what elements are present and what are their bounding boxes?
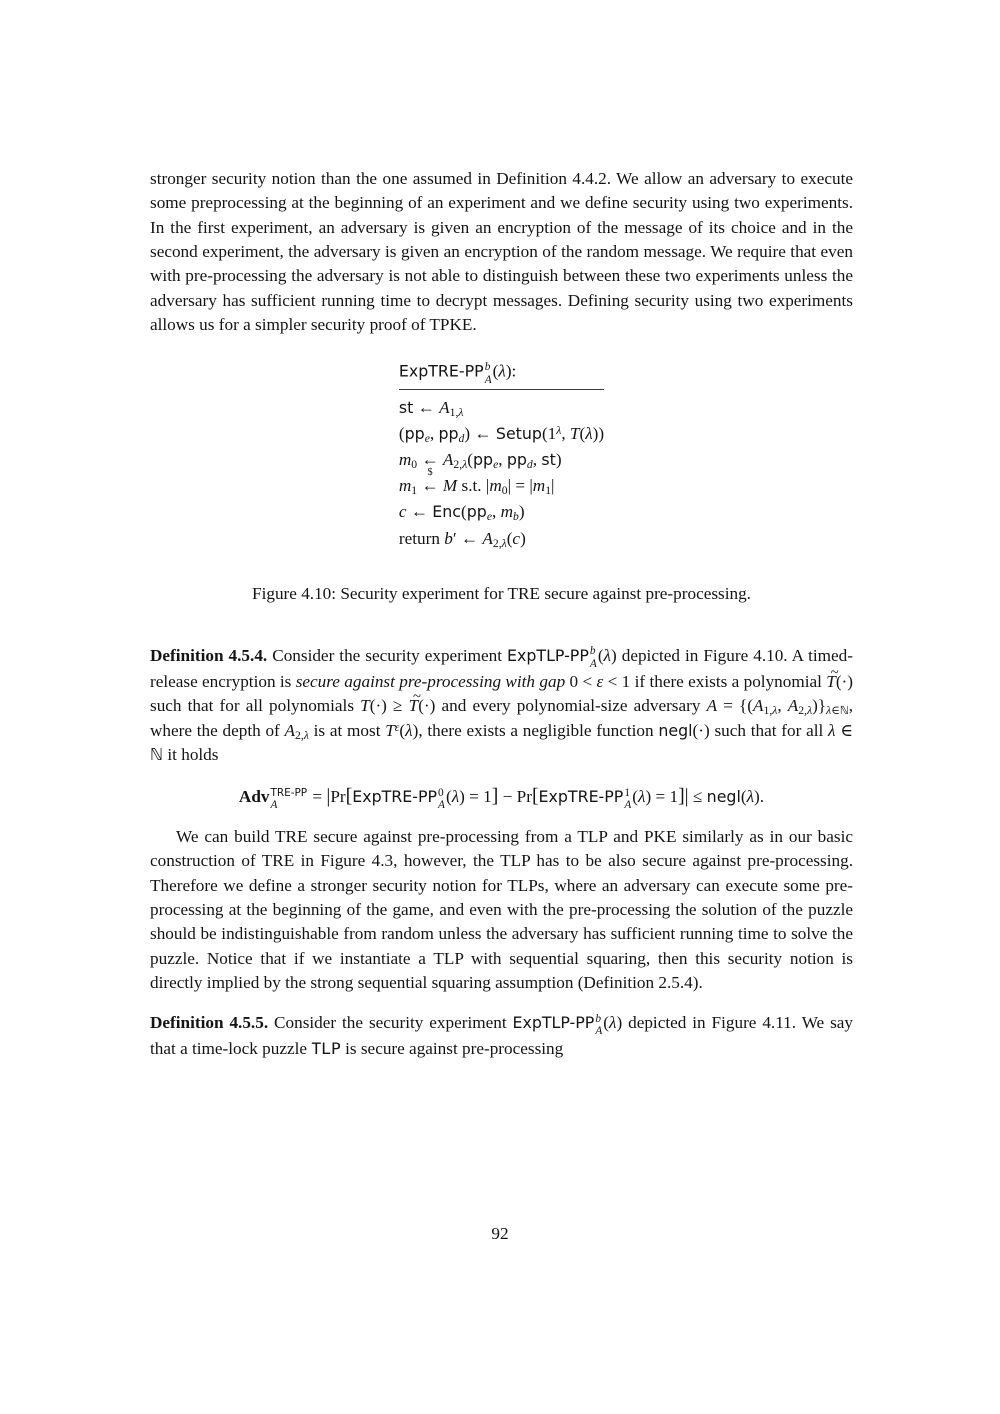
page-number: 92 <box>491 1224 509 1243</box>
definition-4-5-5: Definition 4.5.5. Consider the security experiment ExpTLP-PP b A (λ) depicted in Figure 4.11. We say that a time-lock puzzle TLP is secure against pre-processing <box>150 1012 853 1059</box>
algorithm-line: $m_0$ ← $A_{2,\lambda}(pp_e$, $pp_d$, st) <box>398 450 562 472</box>
paragraph-intro: stronger security notion than the one assumed in Definition 4.4.2. We allow an adversary to execute some preprocessing at the beginning of an experiment and we define security using two experiments. In the first experiment, an adversary is given an encryption of the message of its choice and in the second experiment, the adversary is given an encryption of the random message. We require that even with pre-processing the adversary is not able to distinguish between these two experiments unless the adversary has sufficient running time to decrypt messages. Defining security using two experiments allows us for a simpler security proof of TPKE. <box>150 169 853 334</box>
definition-4-5-4: Definition 4.5.4. Consider the security experiment ExpTLP-PP b A (λ) depicted in Figure 4.10. A timed-release encryption is secure against pre-processing with gap 0 < ε < 1 if there exists a polynomial T ~(·) such that for all polynomials T(·) ≥ T ~(·) and every polynomial-size adversary $A = \{(A_{1,\lambda}$, $A_{2,\lambda})\}_{\lambda\in ℕ}$, where the depth of $A_{2,\lambda}$ is at most $T^\varepsilon(\lambda)$, there exists a negligible function negl(·) such that for all λ ∈ ℕ it holds <box>150 644 853 767</box>
algorithm-line: ($pp_e$, $pp_d$) ← $Setup(1^\lambda$, T(λ)) <box>398 423 605 445</box>
paragraph-tre-from-tlp: We can build TRE secure against pre-processing from a TLP and PKE similarly as in our basic construction of TRE in Figure 4.3, however, the TLP has to be also secure against pre-processing. Therefore we define a stronger security notion for TLPs, where an adversary can execute some pre-processing at the beginning of the game, and even with the pre-processing the solution of the puzzle should be indistinguishable from random unless the adversary has sufficient running time to solve the puzzle. Notice that if we instantiate a TLP with sequential squaring, then this security notion is directly implied by the strong sequential squaring assumption (Definition 2.5.4). <box>150 826 853 992</box>
algorithm-box <box>399 361 604 551</box>
algorithm-line: c ← $Enc(pp_e$, $m_b$) <box>398 502 525 524</box>
algorithm-line: st ← $A_{1,\lambda}$ <box>398 397 464 419</box>
algorithm-line: $m_1$ ← $ M s.t. $|m_0| = |m_1|$ <box>398 467 555 498</box>
algorithm-line: return b′ ← $A_{2,\lambda}(c)$ <box>398 528 526 550</box>
algorithm-title: ExpTRE-PP b A (λ): <box>399 361 604 390</box>
advantage-equation: Adv TRE-PP A = |Pr[ExpTRE-PP 0 A (λ) = 1] − Pr[ExpTRE-PP 1 A (λ) = 1]| ≤ negl(λ). <box>238 785 765 811</box>
figure-caption: Figure 4.10: Security experiment for TRE secure against pre-processing. <box>252 583 751 603</box>
text-column <box>150 167 853 1061</box>
figure-4-10 <box>150 361 853 551</box>
